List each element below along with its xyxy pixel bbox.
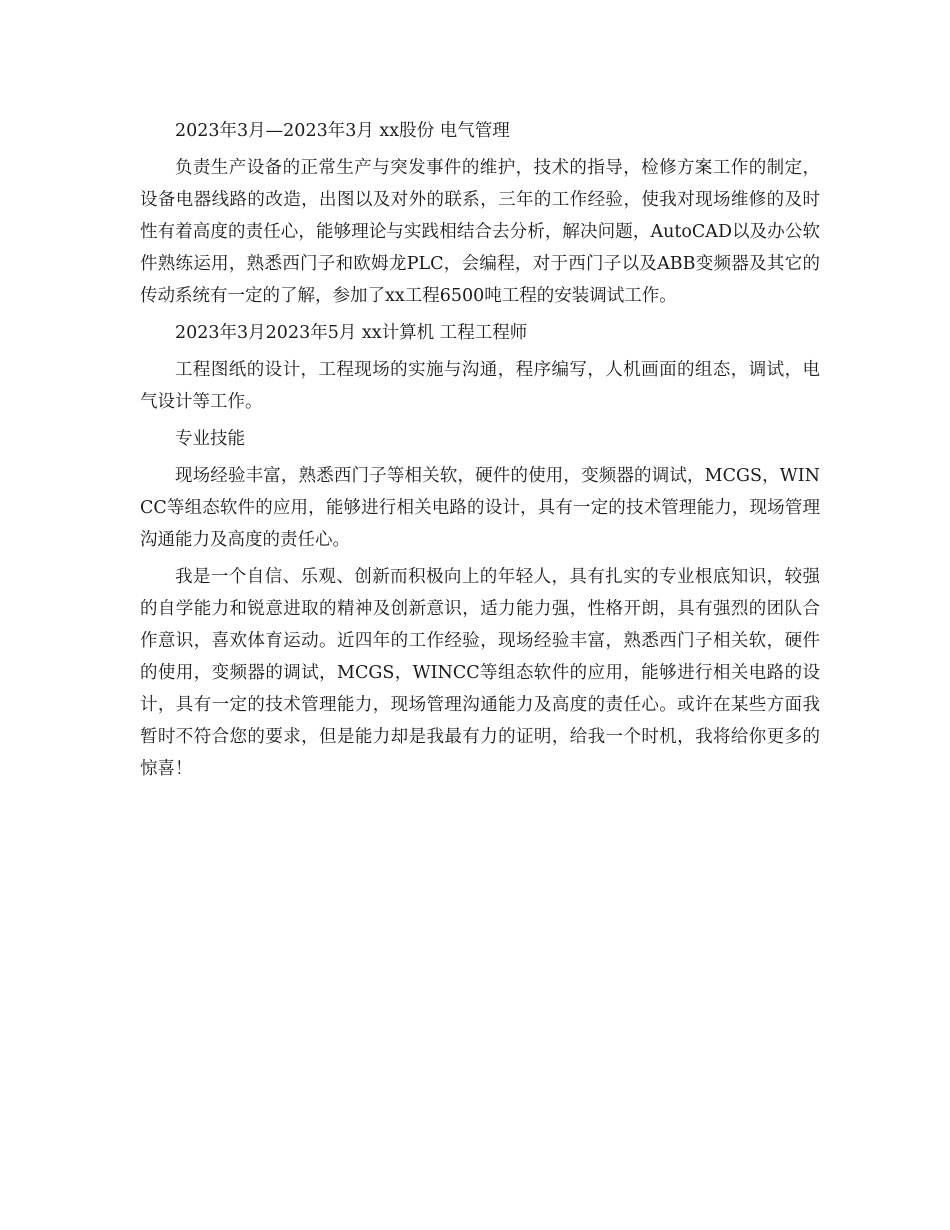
self-evaluation: 我是一个自信、乐观、创新而积极向上的年轻人，具有扎实的专业根底知识，较强的自学能力和锐意进取的精神及创新意识，适力能力强，性格开朗，具有强烈的团队合作意识，喜欢体育运动。近四年的工作经验，现场经验丰富，熟悉西门子相关软，硬件的使用，变频器的调试，MCGS，WINCC等组态软件的应用，能够进行相关电路的设计，具有一定的技术管理能力，现场管理沟通能力及高度的责任心。或许在某些方面我暂时不符合您的要求，但是能力却是我最有力的证明，给我一个时机，我将给你更多的惊喜！ xyxy=(140,567,820,779)
job-entry-1-description: 负责生产设备的正常生产与突发事件的维护，技术的指导，检修方案工作的制定，设备电器线路的改造，出图以及对外的联系，三年的工作经验，使我对现场维修的及时性有着高度的责任心，能够理论与实践相结合去分析，解决问题，AutoCAD以及办公软件熟练运用，熟悉西门子和欧姆龙PLC，会编程，对于西门子以及ABB变频器及其它的传动系统有一定的了解，参加了xx工程6500吨工程的安装调试工作。 xyxy=(140,158,820,306)
job-entry-1-heading: 2023年3月—2023年3月 xx股份 电气管理 xyxy=(175,121,510,141)
skills-description: 现场经验丰富，熟悉西门子等相关软，硬件的使用，变频器的调试，MCGS，WINCC等组态软件的应用，能够进行相关电路的设计，具有一定的技术管理能力，现场管理沟通能力及高度的责任心。 xyxy=(140,466,820,550)
job-entry-2-description: 工程图纸的设计，工程现场的实施与沟通，程序编写，人机画面的组态，调试，电气设计等工作。 xyxy=(140,360,820,412)
document-body xyxy=(140,115,820,790)
skills-heading: 专业技能 xyxy=(175,429,245,449)
job-entry-2-heading: 2023年3月2023年5月 xx计算机 工程工程师 xyxy=(175,323,528,343)
